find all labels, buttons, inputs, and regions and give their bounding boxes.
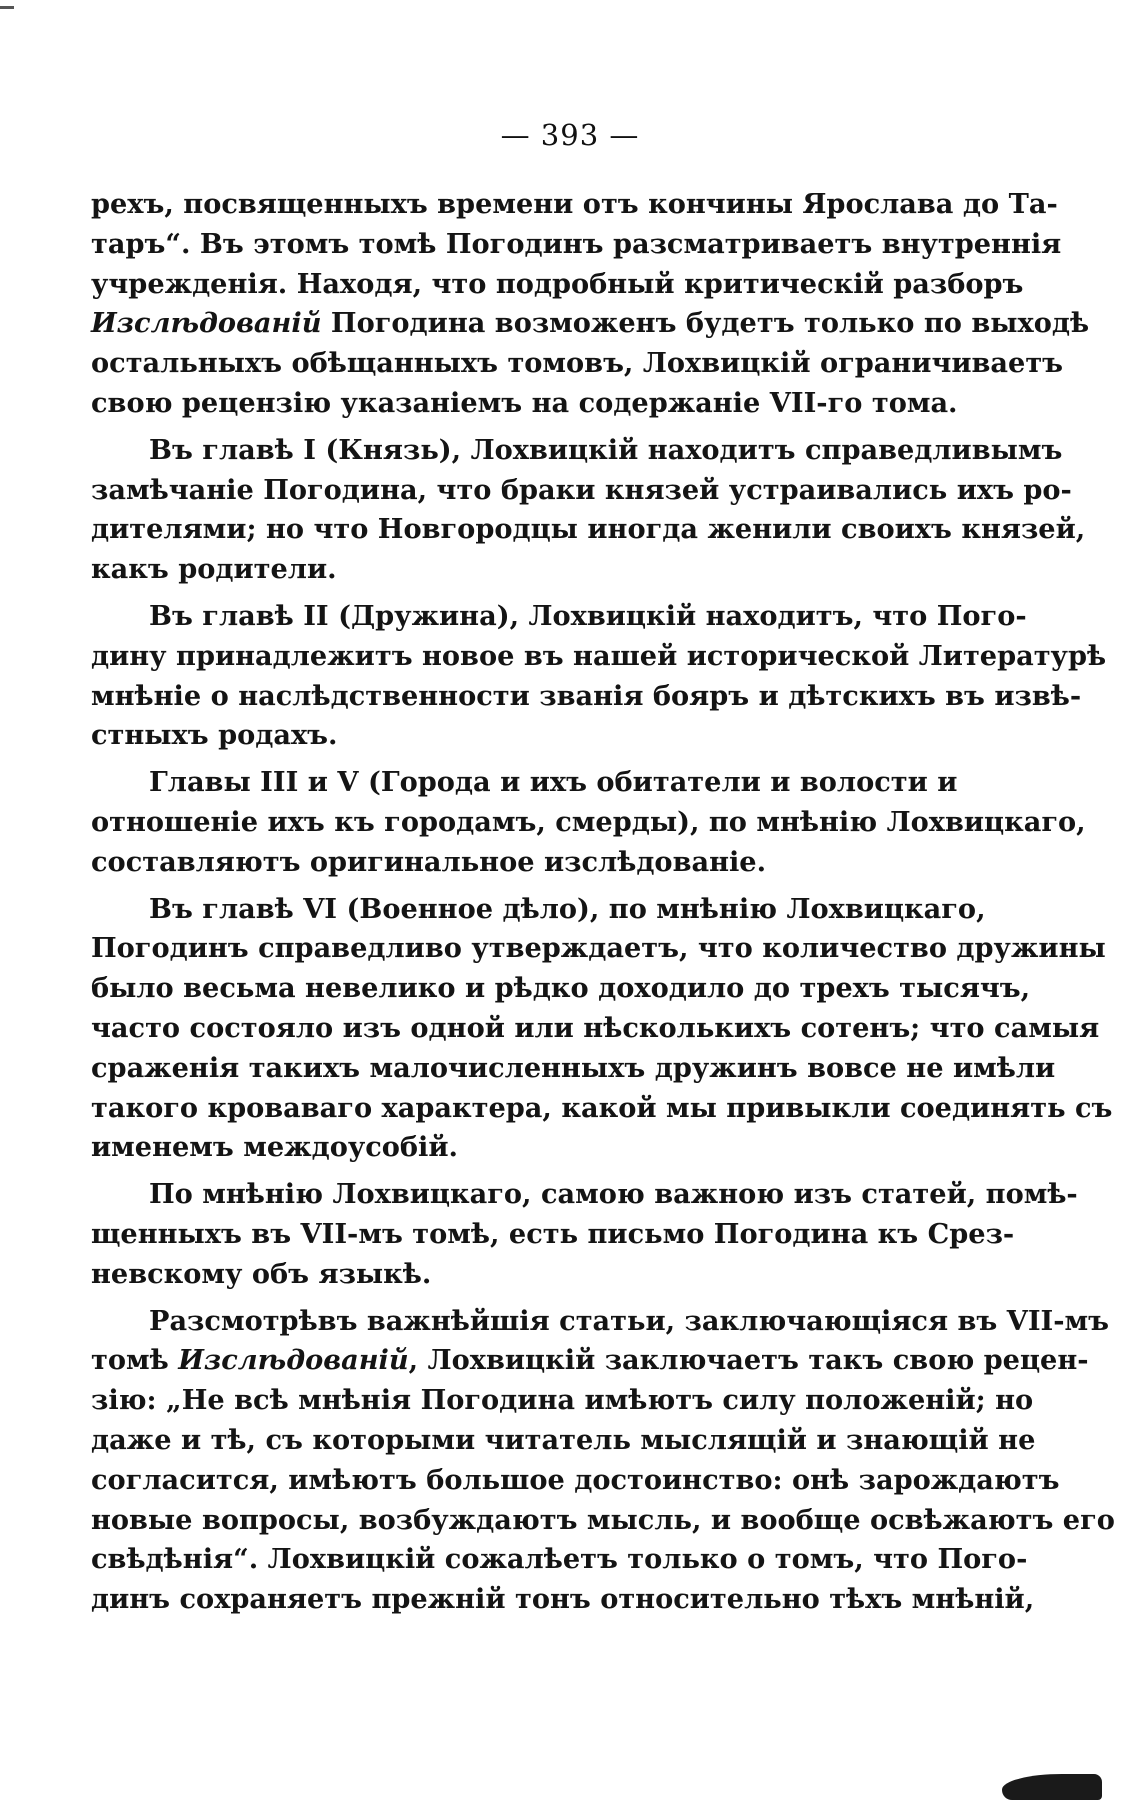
text-line	[91, 1128, 939, 1168]
text-line	[91, 803, 1086, 843]
paragraph	[91, 431, 1086, 590]
text-segment: дину принадлежитъ новое въ нашей исторической Литературѣ	[91, 639, 1107, 672]
paragraph	[91, 1302, 1115, 1620]
text-segment: стныхъ родахъ.	[91, 719, 338, 752]
text-line	[91, 1580, 1035, 1620]
scan-smudge	[1002, 1774, 1102, 1800]
text-segment: таръ“. Въ этомъ томѣ Погодинъ разсматриваетъ внутреннія	[91, 227, 1062, 260]
text-segment: такого кроваваго характера, какой мы привыкли соединять съ	[91, 1091, 1113, 1124]
text-line	[91, 763, 958, 803]
text-line	[91, 1302, 1110, 1342]
text-segment: было весьма невелико и рѣдко доходило до трехъ тысячъ,	[91, 972, 1031, 1005]
text-segment: дителями; но что Новгородцы иногда женили своихъ князей,	[91, 513, 1086, 546]
text-segment: Погодина возможенъ будетъ только по выходѣ	[321, 307, 1090, 340]
paragraph	[91, 890, 1113, 1169]
text-segment: остальныхъ обѣщанныхъ томовъ, Лохвицкій ограничиваетъ	[91, 347, 1064, 380]
text-segment: Въ главѣ II (Дружина), Лохвицкій находитъ, что Пого-	[149, 599, 1027, 632]
text-segment: Въ главѣ I (Князь), Лохвицкій находитъ справедливымъ	[149, 433, 1063, 466]
text-line	[91, 677, 1082, 717]
scan-edge-mark	[0, 6, 14, 9]
page-number: — 393 —	[500, 118, 640, 152]
paragraph	[91, 763, 1086, 882]
text-line	[91, 843, 939, 883]
text-line	[91, 384, 958, 424]
italic-title: Изслѣдованій	[91, 307, 322, 340]
text-segment: Въ главѣ VI (Военное дѣло), по мнѣнію Лохвицкаго,	[149, 892, 986, 925]
text-segment: именемъ междоусобій.	[91, 1131, 459, 1164]
text-line	[91, 1381, 1034, 1421]
body-text	[91, 185, 1115, 1627]
text-segment: По мнѣнію Лохвицкаго, самою важною изъ статей, помѣ-	[149, 1178, 1078, 1211]
text-line	[91, 1089, 1113, 1129]
text-line	[91, 1049, 1056, 1089]
text-segment: часто состояло изъ одной или нѣсколькихъ сотенъ; что самыя	[91, 1011, 1100, 1044]
text-segment: мнѣніе о наслѣдственности званія бояръ и дѣтскихъ въ извѣ-	[91, 679, 1082, 712]
text-segment: какъ родители.	[91, 553, 337, 586]
text-segment: Главы III и V (Города и ихъ обитатели и волости и	[149, 766, 958, 799]
text-line	[91, 1215, 1015, 1255]
text-line	[91, 1501, 1115, 1541]
text-line	[91, 471, 1072, 511]
text-segment: щенныхъ въ VII-мъ томѣ, есть письмо Погодина къ Срез-	[91, 1217, 1015, 1250]
text-segment: новые вопросы, возбуждаютъ мысль, и вообще освѣжаютъ его	[91, 1503, 1115, 1536]
text-segment: составляютъ оригинальное изслѣдованіе.	[91, 845, 767, 878]
text-line	[91, 1461, 1060, 1501]
text-line	[91, 185, 1058, 225]
text-segment: , Лохвицкій заключаетъ такъ свою рецен-	[408, 1344, 1089, 1377]
text-segment: учрежденія. Находя, что подробный критическій разборъ	[91, 267, 1024, 300]
text-segment: Погодинъ справедливо утверждаетъ, что количество дружины	[91, 932, 1106, 965]
text-line	[91, 1255, 939, 1295]
text-line	[91, 929, 1106, 969]
text-segment: Разсмотрѣвъ важнѣйшія статьи, заключающіяся въ VII-мъ	[149, 1304, 1110, 1337]
text-line	[91, 597, 1027, 637]
paragraph	[91, 185, 1090, 424]
text-line	[91, 1009, 1100, 1049]
text-segment: согласится, имѣютъ большое достоинство: онѣ зарождаютъ	[91, 1463, 1060, 1496]
text-line	[91, 969, 1031, 1009]
text-line	[91, 431, 1063, 471]
text-segment: замѣчаніе Погодина, что браки князей устраивались ихъ ро-	[91, 473, 1072, 506]
text-line	[91, 1421, 1036, 1461]
text-segment: томѣ	[91, 1344, 179, 1377]
text-segment: отношеніе ихъ къ городамъ, смерды), по мнѣнію Лохвицкаго,	[91, 805, 1086, 838]
text-line	[91, 637, 1107, 677]
text-segment: зію: „Не всѣ мнѣнія Погодина имѣютъ силу положеній; но	[91, 1384, 1034, 1417]
text-segment: невскому объ языкѣ.	[91, 1257, 432, 1290]
text-segment: рехъ, посвященныхъ времени отъ кончины Ярослава до Та-	[91, 188, 1058, 220]
text-line	[91, 510, 1086, 550]
text-segment: свою рецензію указаніемъ на содержаніе VII-го тома.	[91, 386, 958, 419]
text-line	[91, 550, 939, 590]
italic-title: Изслѣдованій	[178, 1344, 409, 1377]
text-segment: свѣдѣнія“. Лохвицкій сожалѣетъ только о томъ, что Пого-	[91, 1543, 1028, 1576]
text-line	[91, 1341, 1089, 1381]
text-segment: сраженія такихъ малочисленныхъ дружинъ вовсе не имѣли	[91, 1051, 1056, 1084]
text-line	[91, 344, 1064, 384]
text-segment: динъ сохраняетъ прежній тонъ относительно тѣхъ мнѣній,	[91, 1583, 1035, 1616]
text-segment: даже и тѣ, съ которыми читатель мыслящій и знающій не	[91, 1423, 1036, 1456]
text-line	[91, 1175, 1078, 1215]
text-line	[91, 265, 1024, 305]
text-line	[91, 890, 986, 930]
paragraph	[91, 597, 1107, 756]
text-line	[91, 716, 939, 756]
text-line	[91, 304, 1090, 344]
text-line	[91, 225, 1062, 265]
text-line	[91, 1540, 1028, 1580]
paragraph	[91, 1175, 1078, 1294]
